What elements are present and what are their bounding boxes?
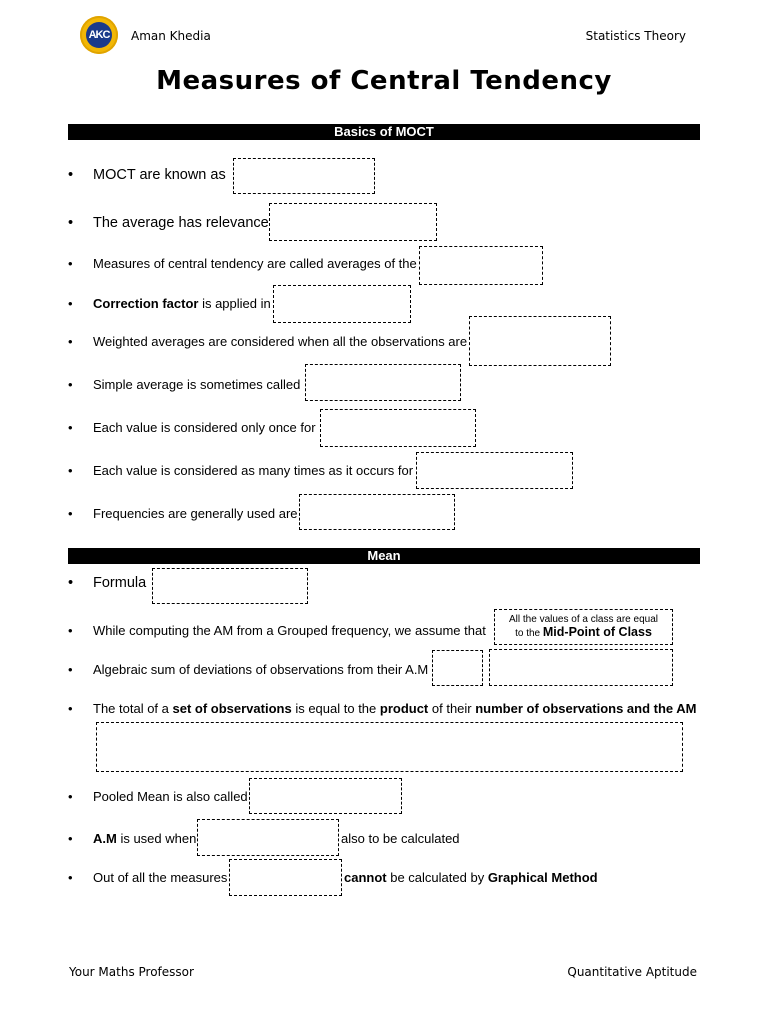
item-text-bold: set of observations bbox=[172, 701, 292, 716]
item-text: Frequencies are generally used are bbox=[93, 506, 298, 521]
bullet: • bbox=[68, 167, 74, 183]
item-text: is used when bbox=[116, 831, 197, 846]
bullet: • bbox=[68, 831, 73, 846]
answer-blank[interactable] bbox=[432, 650, 483, 686]
bullet: • bbox=[68, 215, 74, 231]
list-item bbox=[68, 296, 271, 311]
logo-text: AKC bbox=[86, 22, 112, 48]
item-text: Formula bbox=[93, 575, 147, 591]
list-item bbox=[68, 575, 146, 591]
answer-blank[interactable] bbox=[273, 285, 411, 323]
answer-blank[interactable] bbox=[299, 494, 455, 530]
list-item bbox=[68, 831, 196, 846]
item-text: Each value is considered only once for bbox=[93, 420, 316, 435]
item-text: The average has relevance bbox=[93, 215, 269, 231]
answer-blank[interactable] bbox=[249, 778, 402, 814]
subject-name: Statistics Theory bbox=[585, 29, 686, 43]
item-text: While computing the AM from a Grouped frequency, we assume that bbox=[93, 623, 486, 638]
bullet: • bbox=[68, 575, 74, 591]
list-item bbox=[68, 701, 697, 716]
answer-blank[interactable] bbox=[233, 158, 375, 194]
answer-blank[interactable] bbox=[320, 409, 476, 447]
item-text-bold: Correction factor bbox=[93, 296, 199, 311]
answer-bold: Mid-Point of Class bbox=[542, 625, 652, 639]
answer-line-2 bbox=[495, 626, 672, 640]
item-text: Weighted averages are considered when all the observations are bbox=[93, 334, 468, 349]
list-item bbox=[68, 215, 269, 231]
list-item bbox=[68, 256, 417, 271]
answer-blank[interactable] bbox=[489, 649, 673, 686]
item-text: Simple average is sometimes called bbox=[93, 377, 301, 392]
answer-blank[interactable] bbox=[96, 722, 683, 772]
bullet: • bbox=[68, 377, 73, 392]
item-text: is equal to the bbox=[291, 701, 380, 716]
item-text: of their bbox=[428, 701, 476, 716]
list-item bbox=[68, 420, 316, 435]
list-item bbox=[68, 463, 413, 478]
bullet: • bbox=[68, 870, 73, 885]
list-item bbox=[68, 789, 248, 804]
page-title: Measures of Central Tendency bbox=[156, 66, 612, 96]
author-name: Aman Khedia bbox=[131, 29, 211, 43]
footer-right: Quantitative Aptitude bbox=[567, 965, 697, 979]
answer-blank[interactable] bbox=[305, 364, 461, 401]
footer-left: Your Maths Professor bbox=[69, 965, 194, 979]
section-header-mean: Mean bbox=[68, 548, 700, 564]
answer-blank[interactable] bbox=[269, 203, 437, 241]
bullet: • bbox=[68, 463, 73, 478]
list-item bbox=[68, 662, 428, 677]
answer-blank[interactable] bbox=[229, 859, 342, 896]
answer-box-filled bbox=[494, 609, 673, 645]
item-text-after bbox=[344, 870, 598, 885]
list-item bbox=[68, 506, 298, 521]
bullet: • bbox=[68, 789, 73, 804]
list-item bbox=[68, 870, 227, 885]
item-text: Out of all the measures bbox=[93, 870, 228, 885]
answer-blank[interactable] bbox=[419, 246, 543, 285]
list-item bbox=[68, 377, 300, 392]
bullet: • bbox=[68, 701, 73, 716]
answer-line-1: All the values of a class are equal bbox=[509, 614, 658, 625]
bullet: • bbox=[68, 256, 73, 271]
bullet: • bbox=[68, 506, 73, 521]
bullet: • bbox=[68, 420, 73, 435]
item-text-bold: product bbox=[379, 701, 429, 716]
section-header-basics: Basics of MOCT bbox=[68, 124, 700, 140]
answer-blank[interactable] bbox=[416, 452, 573, 489]
item-text-bold: cannot bbox=[344, 870, 387, 885]
answer-blank[interactable] bbox=[469, 316, 611, 366]
item-text: Algebraic sum of deviations of observations from their A.M bbox=[93, 662, 429, 677]
item-text-after: also to be calculated bbox=[341, 831, 460, 846]
list-item bbox=[68, 623, 486, 638]
answer-blank[interactable] bbox=[152, 568, 308, 604]
item-text-bold: Graphical Method bbox=[487, 870, 598, 885]
bullet: • bbox=[68, 334, 73, 349]
list-item bbox=[68, 167, 226, 183]
bullet: • bbox=[68, 662, 73, 677]
item-text: is applied in bbox=[198, 296, 271, 311]
item-text: Measures of central tendency are called averages of the bbox=[93, 256, 417, 271]
item-text: Each value is considered as many times as it occurs for bbox=[93, 463, 414, 478]
list-item bbox=[68, 334, 467, 349]
answer-prefix: to the bbox=[515, 628, 543, 639]
item-text: The total of a bbox=[93, 701, 173, 716]
item-text: be calculated by bbox=[386, 870, 488, 885]
item-text: Pooled Mean is also called bbox=[93, 789, 248, 804]
bullet: • bbox=[68, 296, 73, 311]
item-text-bold: A.M bbox=[93, 831, 117, 846]
item-text: MOCT are known as bbox=[93, 167, 226, 183]
brand-logo bbox=[80, 16, 118, 54]
bullet: • bbox=[68, 623, 73, 638]
answer-blank[interactable] bbox=[197, 819, 339, 856]
item-text-bold: number of observations and the AM bbox=[475, 701, 697, 716]
